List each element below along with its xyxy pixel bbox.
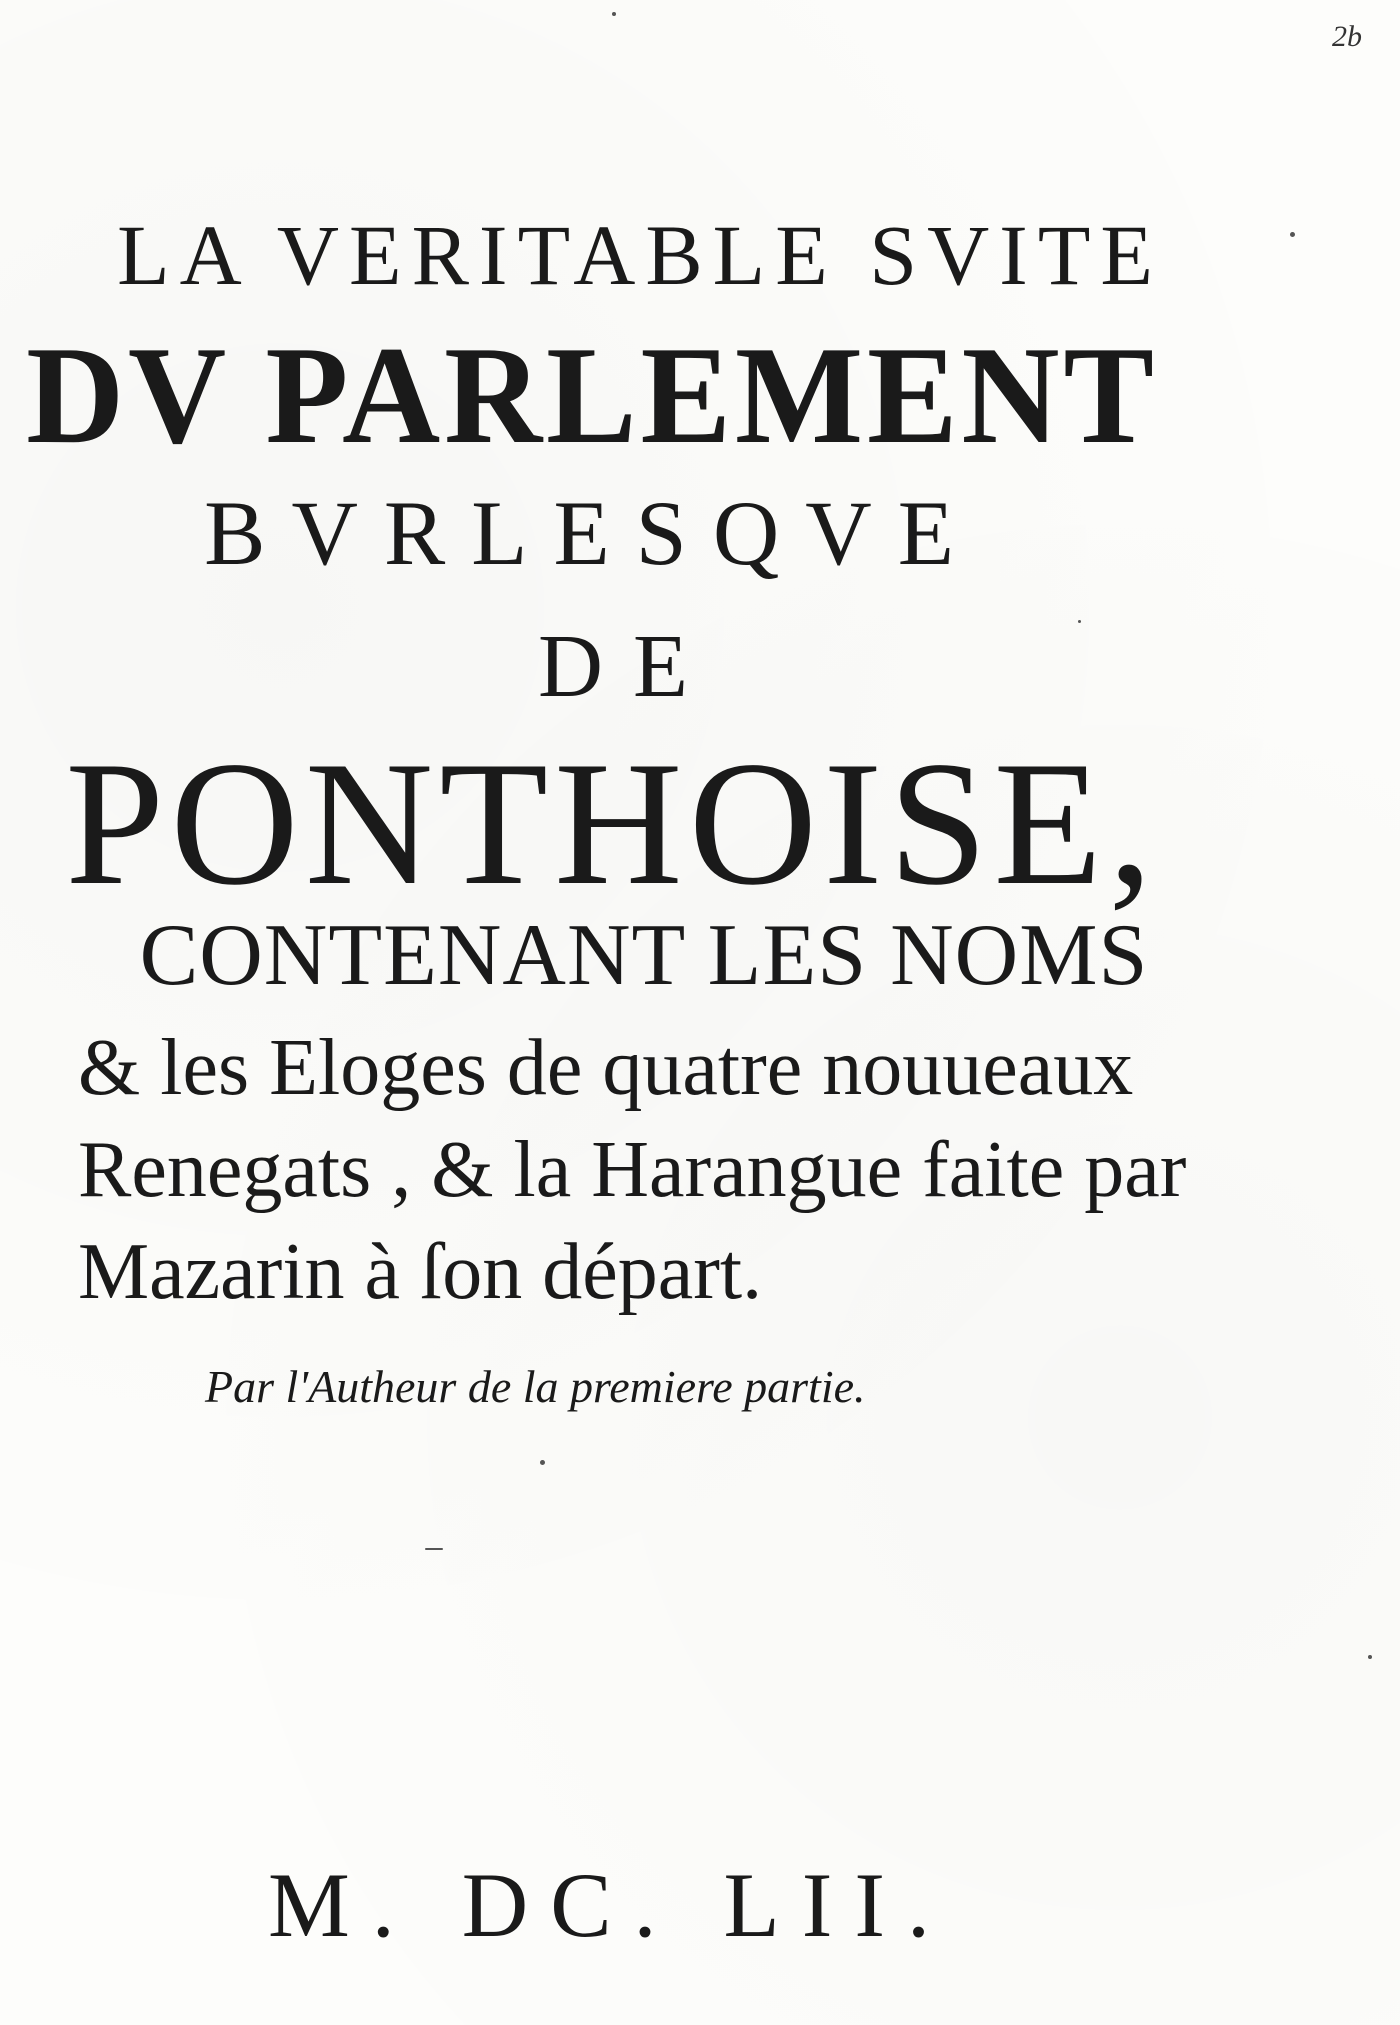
print-speck [540,1460,545,1465]
title-line-2: DV PARLEMENT [26,318,1158,473]
print-speck [425,1548,443,1550]
subtitle-line-1: & les Eloges de quatre nouueaux [78,1024,1134,1112]
print-speck [612,12,616,16]
title-line-4: DE [538,617,718,716]
print-speck [1368,1655,1372,1659]
subtitle-line-2: Renegats , & la Harangue faite par [78,1126,1187,1214]
author-byline: Par l'Autheur de la premiere partie. [205,1361,866,1412]
imprint-date: M. DC. LII. [267,1854,953,1956]
title-line-1: LA VERITABLE SVITE [117,207,1163,303]
title-line-5: PONTHOISE, [65,724,1159,922]
title-line-6: CONTENANT LES NOMS [139,907,1149,1004]
title-line-3: BVRLESQVE [204,482,980,584]
subtitle-line-3: Mazarin à ſon départ. [78,1228,763,1316]
folio-number: 2b [1332,20,1362,53]
